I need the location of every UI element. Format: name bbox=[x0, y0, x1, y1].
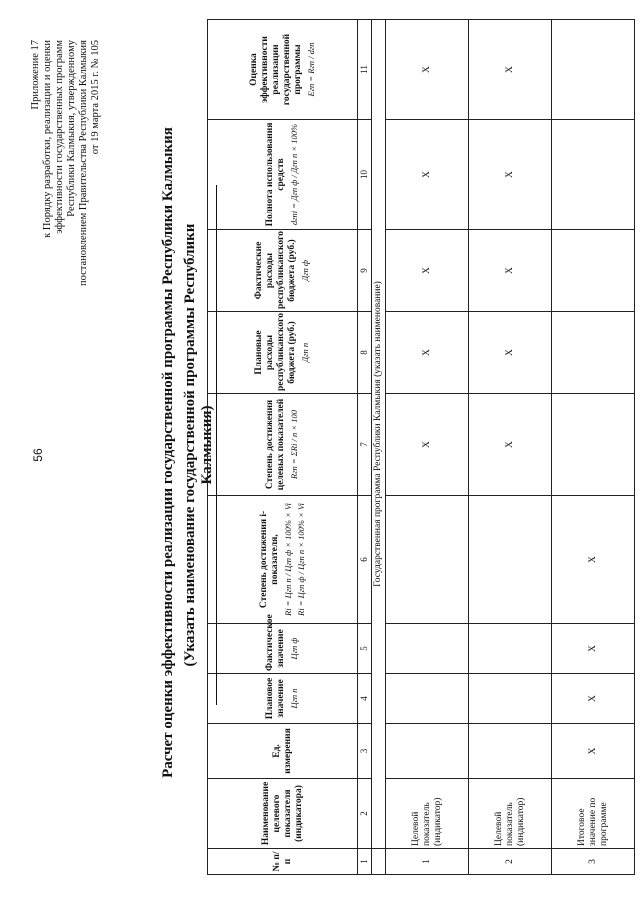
column-number: 3 bbox=[358, 724, 372, 779]
appendix-line: от 19 марта 2015 г. № 105 bbox=[90, 40, 101, 155]
indicator-name: Целевой показатель (индикатор) bbox=[469, 779, 552, 849]
program-row bbox=[372, 20, 386, 875]
column-number: 6 bbox=[358, 496, 372, 624]
appendix-line: Приложение 17 bbox=[30, 40, 41, 110]
header-fact-label: Фактическое значение bbox=[265, 614, 286, 671]
page-number: 56 bbox=[31, 448, 45, 462]
column-number: 4 bbox=[358, 674, 372, 724]
header-achievement-formula-2: Ri = Цгп ф / Цгп п × 100% × Vi bbox=[295, 503, 306, 616]
header-achievement-i-label: Степень достижения i-показателя, bbox=[258, 510, 280, 609]
header-plan-label: Плановое значение bbox=[265, 677, 286, 720]
efficiency-cell: X bbox=[386, 20, 469, 120]
unit-cell bbox=[469, 724, 552, 779]
unit-cell: X bbox=[552, 724, 635, 779]
plan-cell bbox=[469, 674, 552, 724]
achievement-i-cell bbox=[469, 496, 552, 624]
fact-cell: X bbox=[552, 624, 635, 674]
achievement-total-cell bbox=[552, 394, 635, 496]
efficiency-table bbox=[207, 19, 635, 875]
plan-cell: X bbox=[552, 674, 635, 724]
column-number: 7 bbox=[358, 394, 372, 496]
planned-expenses-cell: X bbox=[469, 312, 552, 394]
header-achievement-total bbox=[208, 394, 358, 496]
column-number: 8 bbox=[358, 312, 372, 394]
header-fact-formula: Цгп ф bbox=[289, 637, 299, 660]
header-actual-expenses-formula: Дгп ф bbox=[300, 259, 310, 282]
program-row-number bbox=[372, 849, 386, 875]
header-funds-usage bbox=[208, 120, 358, 230]
funds-usage-cell: X bbox=[386, 120, 469, 230]
appendix-line: Республики Калмыкия, утвержденному bbox=[66, 40, 77, 217]
table-row bbox=[469, 20, 552, 875]
achievement-i-cell: X bbox=[552, 496, 635, 624]
header-number: № п/ п bbox=[208, 849, 358, 875]
header-achievement-total-label: Степень достижения целевых показателей bbox=[265, 398, 286, 491]
column-number: 10 bbox=[358, 120, 372, 230]
header-efficiency-label: Оценка эффективности реализации государственной программы bbox=[248, 33, 303, 106]
efficiency-cell bbox=[552, 20, 635, 120]
achievement-total-cell: X bbox=[469, 394, 552, 496]
table-row bbox=[552, 20, 635, 875]
header-achievement-i bbox=[208, 496, 358, 624]
column-number: 9 bbox=[358, 230, 372, 312]
funds-usage-cell bbox=[552, 120, 635, 230]
header-planned-expenses-label: Плановые расходы республиканского бюджета (руб.) bbox=[254, 313, 297, 391]
header-plan-value bbox=[208, 674, 358, 724]
column-number: 11 bbox=[358, 20, 372, 120]
header-plan-formula: Цгп п bbox=[289, 688, 299, 709]
row-number: 2 bbox=[469, 849, 552, 875]
indicator-name: Итоговое значение по программе bbox=[552, 779, 635, 849]
fact-cell bbox=[469, 624, 552, 674]
plan-cell bbox=[386, 674, 469, 724]
appendix-line: эффективности государственных программ bbox=[54, 40, 65, 234]
header-achievement-total-formula: Rгп = ΣRi / n × 100 bbox=[289, 410, 299, 479]
column-number: 5 bbox=[358, 624, 372, 674]
column-number-row bbox=[358, 20, 372, 875]
planned-expenses-cell bbox=[552, 312, 635, 394]
actual-expenses-cell: X bbox=[386, 230, 469, 312]
column-number: 1 bbox=[358, 849, 372, 875]
header-efficiency bbox=[208, 20, 358, 120]
actual-expenses-cell: X bbox=[469, 230, 552, 312]
appendix-line: к Порядку разработки, реализации и оценки bbox=[42, 40, 53, 238]
header-fact-value bbox=[208, 614, 358, 674]
column-number: 2 bbox=[358, 779, 372, 849]
program-name: Государственная программа Республики Калмыкия (указать наименование) bbox=[372, 20, 386, 849]
header-indicator-name: Наименование целевого показателя (индикатора) bbox=[208, 779, 358, 849]
header-actual-expenses-label: Фактические расходы республиканского бюджета (руб.) bbox=[254, 231, 297, 309]
header-achievement-formula-1: Ri = Цгп п / Цгп ф × 100% × Vi bbox=[282, 503, 293, 616]
header-funds-usage-formula: dгпi = Дгп ф / Дгп п × 100% bbox=[289, 123, 299, 226]
achievement-i-cell bbox=[386, 496, 469, 624]
planned-expenses-cell: X bbox=[386, 312, 469, 394]
unit-cell bbox=[386, 724, 469, 779]
header-planned-expenses-formula: Дгп п bbox=[300, 342, 310, 363]
header-unit: Ед. измерения bbox=[208, 724, 358, 779]
row-number: 3 bbox=[552, 849, 635, 875]
document-subtitle: (Указать наименование государственной программы Республики Калмыкия) bbox=[182, 185, 217, 705]
header-funds-usage-label: Полнота использования средств bbox=[265, 122, 286, 227]
document-title: Расчет оценки эффективности реализации государственной программы Республики Калмыкия bbox=[160, 127, 176, 778]
table-row bbox=[386, 20, 469, 875]
funds-usage-cell: X bbox=[469, 120, 552, 230]
header-row bbox=[208, 20, 358, 875]
header-planned-expenses bbox=[208, 312, 358, 394]
actual-expenses-cell bbox=[552, 230, 635, 312]
fact-cell bbox=[386, 624, 469, 674]
appendix-line: постановлением Правительства Республики Калмыкия bbox=[78, 40, 89, 287]
row-number: 1 bbox=[386, 849, 469, 875]
appendix-block bbox=[30, 40, 102, 340]
indicator-name: Целевой показатель (индикатор) bbox=[386, 779, 469, 849]
efficiency-cell: X bbox=[469, 20, 552, 120]
header-efficiency-formula: Eгп = Rгп / dгп bbox=[305, 42, 316, 97]
header-actual-expenses bbox=[208, 230, 358, 312]
achievement-total-cell: X bbox=[386, 394, 469, 496]
